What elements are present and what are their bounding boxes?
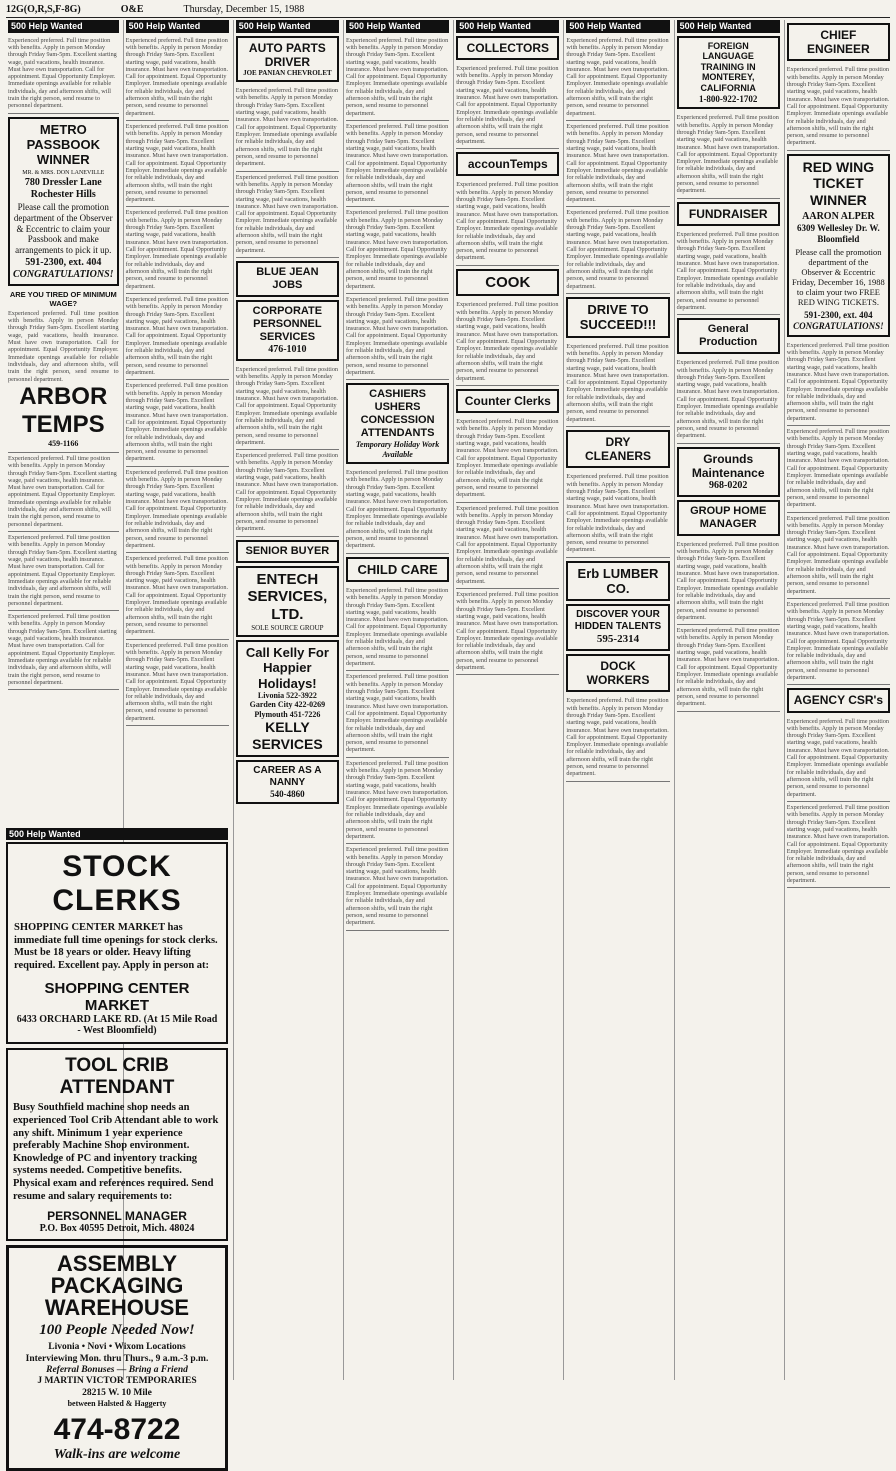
ad-block: Experienced preferred. Full time position with benefits. Apply in person Monday through Friday 9am-5pm. Excellent starting wage, paid vacations, health insurance. Must have own transportation. Call for appointment. Equal Opportunity Employer. Immediate openings available for reliable individuals, day and afternoon shifts, will train the right person, send resume to personnel department. [126,121,229,207]
grounds-phone: 968-0202 [709,479,748,491]
ad-block: Experienced preferred. Full time position with benefits. Apply in person Monday through Friday 9am-5pm. Excellent starting wage, paid vacations, health insurance. Must have own transportation. Call for appointment. Equal Opportunity Employer. Immediate openings available for reliable individuals, day and afternoon shifts, will train the right person, send resume to personnel department. [677,625,780,711]
section-header: 500 Help Wanted [346,20,449,33]
collectors-box [456,36,559,60]
tool-crib-ad [6,1048,228,1241]
general-title: General Production [699,323,758,349]
ad-block: Experienced preferred. Full time position with benefits. Apply in person Monday through Friday 9am-5pm. Excellent starting wage, paid vacations, health insurance. Must have own transportation. Call for appointment. Equal Opportunity Employer. Immediate openings available for reliable individuals, day and afternoon shifts, will train the right person, send resume to personnel department. [456,179,559,265]
ad-block: Experienced preferred. Full time position with benefits. Apply in person Monday through Friday 9am-5pm. Excellent starting wage, paid vacations, health insurance. Must have own transportation. Call for appointment. Equal Opportunity Employer. Immediate openings available for reliable individuals, day and afternoon shifts, will train the right person, send resume to personnel department. [126,207,229,293]
ad-block: Experienced preferred. Full time position with benefits. Apply in person Monday through Friday 9am-5pm. Excellent starting wage, paid vacations, health insurance. Must have own transportation. Call for appointment. Equal Opportunity Employer. Immediate openings available for reliable individuals, day and afternoon shifts, will train the right person, send resume to personnel department. [8,611,119,690]
kelly-phone2: 422-0269 [294,700,326,710]
column-5 [453,20,559,1380]
blue-jean-title: BLUE JEAN JOBS [256,266,319,292]
grouphome-title: GROUP HOME MANAGER [690,504,767,530]
ad-block: Experienced preferred. Full time position with benefits. Apply in person Monday through Friday 9am-5pm. Excellent starting wage, paid vacations, health insurance. Must have own transportation. Call for appointment. Equal Opportunity Employer. Immediate openings available for reliable individuals, day and afternoon shifts, will train the right person, send resume to personnel department. [566,695,669,781]
ad-block: Experienced preferred. Full time position with benefits. Apply in person Monday through Friday 9am-5pm. Excellent starting wage, paid vacations, health insurance. Must have own transportation. Call for appointment. Equal Opportunity Employer. Immediate openings available for reliable individuals, day and afternoon shifts, will train the right person, send resume to personnel department. [787,802,890,888]
ad-block: Experienced preferred. Full time position with benefits. Apply in person Monday through Friday 9am-5pm. Excellent starting wage, paid vacations, health insurance. Must have own transportation. Call for appointment. Equal Opportunity Employer. Immediate openings available for reliable individuals, day and afternoon shifts, will train the right person, send resume to personnel department. [787,64,890,150]
discover-box [566,604,669,651]
paper-name: O&E [120,4,144,15]
corporate-box [236,300,339,361]
stock-title: STOCK CLERKS [52,850,182,917]
arbor-name: ARBOR TEMPS [19,382,108,439]
column-3 [233,20,339,1380]
drycleaners-box [566,430,669,468]
ad-block: Experienced preferred. Full time position with benefits. Apply in person Monday through Friday 9am-5pm. Excellent starting wage, paid vacations, health insurance. Must have own transportation. Call for appointment. Equal Opportunity Employer. Immediate openings available for reliable individuals, day and afternoon shifts, will train the right person, send resume to personnel department. [566,471,669,557]
ad-block: Experienced preferred. Full time position with benefits. Apply in person Monday through Friday 9am-5pm. Excellent starting wage, paid vacations, health insurance. Must have own transportation. Call for appointment. Equal Opportunity Employer. Immediate openings available for reliable individuals, day and afternoon shifts, will train the right person, send resume to personnel department. [126,35,229,121]
warehouse-ad [6,1245,228,1471]
blue-jean-box [236,261,339,297]
ad-block: Experienced preferred. Full time position with benefits. Apply in person Monday through Friday 9am-5pm. Excellent starting wage, paid vacations, health insurance. Must have own transportation. Call for appointment. Equal Opportunity Employer. Immediate openings available for reliable individuals, day and afternoon shifts, will train the right person, send resume to personnel department. [787,716,890,802]
foreign-language-box [677,36,780,110]
ad-block: Experienced preferred. Full time position with benefits. Apply in person Monday through Friday 9am-5pm. Excellent starting wage, paid vacations, health insurance. Must have own transportation. Call for appointment. Equal Opportunity Employer. Immediate openings available for reliable individuals, day and afternoon shifts, will train the right person, send resume to personnel department. [126,467,229,553]
warehouse-need: 100 People Needed Now! [39,1322,195,1339]
entech-subtitle: SOLE SOURCE GROUP [251,623,324,632]
senior-buyer-box [236,540,339,563]
corporate-phone: 476-1010 [268,343,307,355]
stock-company: SHOPPING CENTER MARKET [44,980,190,1015]
ad-block: Experienced preferred. Full time position with benefits. Apply in person Monday through Friday 9am-5pm. Excellent starting wage, paid vacations, health insurance. Must have own transportation. Call for appointment. Equal Opportunity Employer. Immediate openings available for reliable individuals, day and afternoon shifts, will train the right person, send resume to personnel department. [236,364,339,450]
erb-title: Erb LUMBER CO. [577,565,659,597]
collectors-title: COLLECTORS [466,40,550,55]
stock-address: 6433 ORCHARD LAKE RD. (At 15 Mile Road - West Bloomfield) [16,1014,218,1037]
metro-body: Please call the promotion department of the Observer & Eccentric to claim your Passbook and make arrangements to pick it up. [13,202,113,255]
ad-block: Experienced preferred. Full time position with benefits. Apply in person Monday through Friday 9am-5pm. Excellent starting wage, paid vacations, health insurance. Must have own transportation. Call for appointment. Equal Opportunity Employer. Immediate openings available for reliable individuals, day and afternoon shifts, will train the right person, send resume to personnel department. [456,589,559,675]
redwing-body: Please call the promotion department of the Observer & Eccentric Friday, December 16, 1988 to claim your two FREE RED WING TICKETS. [792,247,885,308]
warehouse-referral: Referral Bonuses — Bring a Friend [46,1364,188,1375]
ad-block: Experienced preferred. Full time position with benefits. Apply in person Monday through Friday 9am-5pm. Excellent starting wage, paid vacations, health insurance. Must have own transportation. Call for appointment. Equal Opportunity Employer. Immediate openings available for reliable individuals, day and afternoon shifts, will train the right person, send resume to personnel department. [346,35,449,121]
section-header: 500 Help Wanted [677,20,780,33]
column-6 [563,20,669,1380]
ad-block: Experienced preferred. Full time position with benefits. Apply in person Monday through Friday 9am-5pm. Excellent starting wage, paid vacations, health insurance. Must have own transportation. Call for appointment. Equal Opportunity Employer. Immediate openings available for reliable individuals, day and afternoon shifts, will train the right person, send resume to personnel department. [346,207,449,293]
warehouse-title: ASSEMBLY PACKAGING WAREHOUSE [44,1251,190,1321]
warehouse-hours: Interviewing Mon. thru Thurs., 9 a.m.-3 p.m. [25,1353,209,1364]
auto-parts-box [236,36,339,83]
section-header: 500 Help Wanted [126,20,229,33]
nanny-phone: 540-4860 [270,788,305,799]
arbor-phone: 459-1166 [48,439,79,449]
arbor-headline: ARE YOU TIRED OF MINIMUM WAGE? [9,290,117,308]
ad-text: Experienced preferred. Full time position with benefits. Apply in person Monday through Friday 9am-5pm. Excellent starting wage, paid vacations, health insurance. Must have own transportation. Call for appointment. Equal Opportunity Employer. Immediate openings available for reliable individuals, day and afternoon shifts, will train the right person, send resume to personnel department. [8,309,119,383]
metro-names: MR. & MRS. DON LANEVILLE [22,169,105,176]
ad-block: Experienced preferred. Full time position with benefits. Apply in person Monday through Friday 9am-5pm. Excellent starting wage, paid vacations, health insurance. Must have own transportation. Call for appointment. Equal Opportunity Employer. Immediate openings available for reliable individuals, day and afternoon shifts, will train the right person, send resume to personnel department. [787,599,890,685]
ad-block: Experienced preferred. Full time position with benefits. Apply in person Monday through Friday 9am-5pm. Excellent starting wage, paid vacations, health insurance. Must have own transportation. Call for appointment. Equal Opportunity Employer. Immediate openings available for reliable individuals, day and afternoon shifts, will train the right person, send resume to personnel department. [346,121,449,207]
ad-block: Experienced preferred. Full time position with benefits. Apply in person Monday through Friday 9am-5pm. Excellent starting wage, paid vacations, health insurance. Must have own transportation. Call for appointment. Equal Opportunity Employer. Immediate openings available for reliable individuals, day and afternoon shifts, will train the right person, send resume to personnel department. [456,63,559,149]
redwing-address: 6309 Wellesley Dr. W. Bloomfield [797,223,880,244]
column-8 [784,20,890,1380]
ad-block: Experienced preferred. Full time position with benefits. Apply in person Monday through Friday 9am-5pm. Excellent starting wage, paid vacations, health insurance. Must have own transportation. Call for appointment. Equal Opportunity Employer. Immediate openings available for reliable individuals, day and afternoon shifts, will train the right person, send resume to personnel department. [236,172,339,258]
tool-body: Busy Southfield machine shop needs an experienced Tool Crib Attendant able to work any shift. Minimum 1 year experience preferably Machine Shop environment. Knowledge of PC and inventory tracking systems needed. Competitive benefits. Physical exam and references required. Send resume and salary requirements to: [13,1102,219,1202]
chief-engineer-box [787,23,890,61]
section-header: 500 Help Wanted [8,20,119,33]
childcare-title: CHILD CARE [357,561,438,577]
auto-parts-company: JOE PANIAN CHEVROLET [243,68,332,77]
page-date: Thursday, December 15, 1988 [183,4,305,15]
warehouse-phone: 474-8722 [53,1412,181,1446]
grounds-title: Grounds Maintenance [691,451,765,480]
redwing-box [787,154,890,337]
grounds-box [677,447,780,497]
ad-block: Experienced preferred. Full time position with benefits. Apply in person Monday through Friday 9am-5pm. Excellent starting wage, paid vacations, health insurance. Must have own transportation. Call for appointment. Equal Opportunity Employer. Immediate openings available for reliable individuals, day and afternoon shifts, will train the right person, send resume to personnel department. [787,513,890,599]
ad-block: Experienced preferred. Full time position with benefits. Apply in person Monday through Friday 9am-5pm. Excellent starting wage, paid vacations, health insurance. Must have own transportation. Call for appointment. Equal Opportunity Employer. Immediate openings available for reliable individuals, day and afternoon shifts, will train the right person, send resume to personnel department. [677,539,780,625]
general-production-box [677,318,780,354]
foreign-phone: 1-800-922-1702 [698,93,758,104]
column-7 [674,20,780,1380]
senior-buyer-title: SENIOR BUYER [245,544,330,557]
ad-block: Experienced preferred. Full time position with benefits. Apply in person Monday through Friday 9am-5pm. Excellent starting wage, paid vacations, health insurance. Must have own transportation. Call for appointment. Equal Opportunity Employer. Immediate openings available for reliable individuals, day and afternoon shifts, will train the right person, send resume to personnel department. [566,121,669,207]
kelly-title: Call Kelly For Happier Holidays! [245,644,329,691]
foreign-title: FOREIGN LANGUAGE TRAINING IN MONTEREY, CALIFORNIA [700,40,756,94]
drive-title: DRIVE TO SUCCEED!!! [579,301,657,333]
page-header [6,4,890,18]
discover-title: DISCOVER YOUR HIDDEN TALENTS [574,609,662,633]
corporate-title: CORPORATE PERSONNEL SERVICES [252,304,323,343]
accountemps-title: accounTemps [467,157,548,172]
entech-box [236,566,339,637]
warehouse-cities: Livonia • Novi • Wixom Locations [48,1342,186,1353]
nanny-box [236,760,339,804]
ad-block: Experienced preferred. Full time position with benefits. Apply in person Monday through Friday 9am-5pm. Excellent starting wage, paid vacations, health insurance. Must have own transportation. Call for appointment. Equal Opportunity Employer. Immediate openings available for reliable individuals, day and afternoon shifts, will train the right person, send resume to personnel department. [346,844,449,930]
chief-title: CHIEF ENGINEER [807,28,870,57]
nanny-title: CAREER AS A NANNY [253,765,322,788]
redwing-phone: 591-2300, ext. 404 [804,310,873,321]
dock-title: DOCK WORKERS [586,658,650,688]
kelly-phone3: 451-7226 [289,709,321,719]
accountemps-box [456,152,559,176]
erb-box [566,561,669,602]
redwing-name: AARON ALPER [802,211,875,223]
section-header: 500 Help Wanted [456,20,559,33]
stock-body: SHOPPING CENTER MARKET has immediate full time openings for stock clerks. Must be 18 years or older. Heavy lifting required. Excellent pay. Apply in person at: [14,922,218,971]
ad-block: Experienced preferred. Full time position with benefits. Apply in person Monday through Friday 9am-5pm. Excellent starting wage, paid vacations, health insurance. Must have own transportation. Call for appointment. Equal Opportunity Employer. Immediate openings available for reliable individuals, day and afternoon shifts, will train the right person, send resume to personnel department. [787,340,890,426]
display-ads [6,828,228,1471]
ad-block: Experienced preferred. Full time position with benefits. Apply in person Monday through Friday 9am-5pm. Excellent starting wage, paid vacations, health insurance. Must have own transportation. Call for appointment. Equal Opportunity Employer. Immediate openings available for reliable individuals, day and afternoon shifts, will train the right person, send resume to personnel department. [566,207,669,293]
ad-block: Experienced preferred. Full time position with benefits. Apply in person Monday through Friday 9am-5pm. Excellent starting wage, paid vacations, health insurance. Must have own transportation. Call for appointment. Equal Opportunity Employer. Immediate openings available for reliable individuals, day and afternoon shifts, will train the right person, send resume to personnel department. [677,357,780,443]
ad-block: Experienced preferred. Full time position with benefits. Apply in person Monday through Friday 9am-5pm. Excellent starting wage, paid vacations, health insurance. Must have own transportation. Call for appointment. Equal Opportunity Employer. Immediate openings available for reliable individuals, day and afternoon shifts, will train the right person, send resume to personnel department. [346,585,449,671]
ad-block: Experienced preferred. Full time position with benefits. Apply in person Monday through Friday 9am-5pm. Excellent starting wage, paid vacations, health insurance. Must have own transportation. Call for appointment. Equal Opportunity Employer. Immediate openings available for reliable individuals, day and afternoon shifts, will train the right person, send resume to personnel department. [456,503,559,589]
ad-block: Experienced preferred. Full time position with benefits. Apply in person Monday through Friday 9am-5pm. Excellent starting wage, paid vacations, health insurance. Must have own transportation. Call for appointment. Equal Opportunity Employer. Immediate openings available for reliable individuals, day and afternoon shifts, will train the right person, send resume to personnel department. [346,671,449,757]
ad-block: Experienced preferred. Full time position with benefits. Apply in person Monday through Friday 9am-5pm. Excellent starting wage, paid vacations, health insurance. Must have own transportation. Call for appointment. Equal Opportunity Employer. Immediate openings available for reliable individuals, day and afternoon shifts, will train the right person, send resume to personnel department. [566,341,669,427]
cook-box [456,269,559,297]
ad-block: Experienced preferred. Full time position with benefits. Apply in person Monday through Friday 9am-5pm. Excellent starting wage, paid vacations, health insurance. Must have own transportation. Call for appointment. Equal Opportunity Employer. Immediate openings available for reliable individuals, day and afternoon shifts, will train the right person, send resume to personnel department. [236,85,339,171]
counter-box [456,389,559,413]
kelly-city3: Plymouth [254,709,288,719]
ad-block: Experienced preferred. Full time position with benefits. Apply in person Monday through Friday 9am-5pm. Excellent starting wage, paid vacations, health insurance. Must have own transportation. Call for appointment. Equal Opportunity Employer. Immediate openings available for reliable individuals, day and afternoon shifts, will train the right person, send resume to personnel department. [346,294,449,380]
ad-block: Experienced preferred. Full time position with benefits. Apply in person Monday through Friday 9am-5pm. Excellent starting wage, paid vacations, health insurance. Must have own transportation. Call for appointment. Equal Opportunity Employer. Immediate openings available for reliable individuals, day and afternoon shifts, will train the right person, send resume to personnel department. [677,229,780,315]
arbor-ad [8,289,119,453]
fundraiser-title: FUNDRAISER [688,206,768,221]
metro-title: METRO PASSBOOK WINNER [26,121,100,168]
page-number: 12G(O,R,S,F-8G) [6,4,81,15]
ad-block: Experienced preferred. Full time position with benefits. Apply in person Monday through Friday 9am-5pm. Excellent starting wage, paid vacations, health insurance. Must have own transportation. Call for appointment. Equal Opportunity Employer. Immediate openings available for reliable individuals, day and afternoon shifts, will train the right person, send resume to personnel department. [126,294,229,380]
ad-block: Experienced preferred. Full time position with benefits. Apply in person Monday through Friday 9am-5pm. Excellent starting wage, paid vacations, health insurance. Must have own transportation. Call for appointment. Equal Opportunity Employer. Immediate openings available for reliable individuals, day and afternoon shifts, will train the right person, send resume to personnel department. [8,35,119,114]
section-header: 500 Help Wanted [6,828,228,840]
kelly-brand: KELLY SERVICES [252,719,323,752]
ad-block: Experienced preferred. Full time position with benefits. Apply in person Monday through Friday 9am-5pm. Excellent starting wage, paid vacations, health insurance. Must have own transportation. Call for appointment. Equal Opportunity Employer. Immediate openings available for reliable individuals, day and afternoon shifts, will train the right person, send resume to personnel department. [346,758,449,844]
section-header: 500 Help Wanted [566,20,669,33]
drycleaners-title: DRY CLEANERS [584,435,651,464]
ad-block: Experienced preferred. Full time position with benefits. Apply in person Monday through Friday 9am-5pm. Excellent starting wage, paid vacations, health insurance. Must have own transportation. Call for appointment. Equal Opportunity Employer. Immediate openings available for reliable individuals, day and afternoon shifts, will train the right person, send resume to personnel department. [236,450,339,536]
redwing-footer: CONGRATULATIONS! [793,321,884,332]
cook-title: COOK [485,273,531,291]
redwing-title: RED WING TICKET WINNER [802,158,875,208]
tool-address: P.O. Box 40595 Detroit, Mich. 48024 [39,1223,195,1235]
entech-title: ENTECH SERVICES, LTD. [247,570,328,623]
agency-title: AGENCY CSR's [793,693,884,708]
ad-block: Experienced preferred. Full time position with benefits. Apply in person Monday through Friday 9am-5pm. Excellent starting wage, paid vacations, health insurance. Must have own transportation. Call for appointment. Equal Opportunity Employer. Immediate openings available for reliable individuals, day and afternoon shifts, will train the right person, send resume to personnel department. [126,380,229,466]
warehouse-walkins: Walk-ins are welcome [53,1446,181,1462]
metro-winner-box [8,117,119,286]
cashiers-box [346,383,449,464]
metro-address: 780 Dressler Lane Rochester Hills [24,176,102,200]
childcare-box [346,557,449,582]
ad-block: Experienced preferred. Full time position with benefits. Apply in person Monday through Friday 9am-5pm. Excellent starting wage, paid vacations, health insurance. Must have own transportation. Call for appointment. Equal Opportunity Employer. Immediate openings available for reliable individuals, day and afternoon shifts, will train the right person, send resume to personnel department. [566,35,669,121]
ad-block: Experienced preferred. Full time position with benefits. Apply in person Monday through Friday 9am-5pm. Excellent starting wage, paid vacations, health insurance. Must have own transportation. Call for appointment. Equal Opportunity Employer. Immediate openings available for reliable individuals, day and afternoon shifts, will train the right person, send resume to personnel department. [456,416,559,502]
ad-block: Experienced preferred. Full time position with benefits. Apply in person Monday through Friday 9am-5pm. Excellent starting wage, paid vacations, health insurance. Must have own transportation. Call for appointment. Equal Opportunity Employer. Immediate openings available for reliable individuals, day and afternoon shifts, will train the right person, send resume to personnel department. [126,640,229,726]
warehouse-between: between Halsted & Haggerty [67,1399,167,1409]
tool-title: TOOL CRIB ATTENDANT [59,1055,175,1099]
discover-phone: 595-2314 [596,633,640,646]
ad-block: Experienced preferred. Full time position with benefits. Apply in person Monday through Friday 9am-5pm. Excellent starting wage, paid vacations, health insurance. Must have own transportation. Call for appointment. Equal Opportunity Employer. Immediate openings available for reliable individuals, day and afternoon shifts, will train the right person, send resume to personnel department. [8,532,119,611]
cashiers-subtitle: Temporary Holiday Work Available [355,440,440,459]
kelly-box [236,640,339,757]
section-header: 500 Help Wanted [236,20,339,33]
warehouse-company: J MARTIN VICTOR TEMPORARIES [37,1376,197,1387]
cashiers-title: CASHIERS USHERS CONCESSION ATTENDANTS [360,388,435,440]
ad-block: Experienced preferred. Full time position with benefits. Apply in person Monday through Friday 9am-5pm. Excellent starting wage, paid vacations, health insurance. Must have own transportation. Call for appointment. Equal Opportunity Employer. Immediate openings available for reliable individuals, day and afternoon shifts, will train the right person, send resume to personnel department. [787,426,890,512]
auto-parts-title: AUTO PARTS DRIVER [248,40,326,69]
tool-contact: PERSONNEL MANAGER [47,1209,187,1224]
ad-block: Experienced preferred. Full time position with benefits. Apply in person Monday through Friday 9am-5pm. Excellent starting wage, paid vacations, health insurance. Must have own transportation. Call for appointment. Equal Opportunity Employer. Immediate openings available for reliable individuals, day and afternoon shifts, will train the right person, send resume to personnel department. [346,467,449,553]
warehouse-street: 28215 W. 10 Mile [82,1387,152,1398]
ad-block: Experienced preferred. Full time position with benefits. Apply in person Monday through Friday 9am-5pm. Excellent starting wage, paid vacations, health insurance. Must have own transportation. Call for appointment. Equal Opportunity Employer. Immediate openings available for reliable individuals, day and afternoon shifts, will train the right person, send resume to personnel department. [677,112,780,198]
counter-title: Counter Clerks [464,393,551,408]
metro-footer: CONGRATULATIONS! [13,269,114,281]
fundraiser-box [677,202,780,226]
ad-block: Experienced preferred. Full time position with benefits. Apply in person Monday through Friday 9am-5pm. Excellent starting wage, paid vacations, health insurance. Must have own transportation. Call for appointment. Equal Opportunity Employer. Immediate openings available for reliable individuals, day and afternoon shifts, will train the right person, send resume to personnel department. [8,453,119,532]
kelly-phone1: 522-3922 [286,690,317,700]
kelly-city2: Garden City [249,700,293,710]
kelly-city1: Livonia [257,690,285,700]
metro-phone: 591-2300, ext. 404 [25,257,102,269]
ad-block: Experienced preferred. Full time position with benefits. Apply in person Monday through Friday 9am-5pm. Excellent starting wage, paid vacations, health insurance. Must have own transportation. Call for appointment. Equal Opportunity Employer. Immediate openings available for reliable individuals, day and afternoon shifts, will train the right person, send resume to personnel department. [456,299,559,385]
grouphome-box [677,500,780,536]
stock-clerks-ad [6,842,228,1044]
drive-box [566,297,669,338]
agency-box [787,688,890,712]
ad-block: Experienced preferred. Full time position with benefits. Apply in person Monday through Friday 9am-5pm. Excellent starting wage, paid vacations, health insurance. Must have own transportation. Call for appointment. Equal Opportunity Employer. Immediate openings available for reliable individuals, day and afternoon shifts, will train the right person, send resume to personnel department. [126,553,229,639]
column-4 [343,20,449,1380]
dock-box [566,654,669,692]
